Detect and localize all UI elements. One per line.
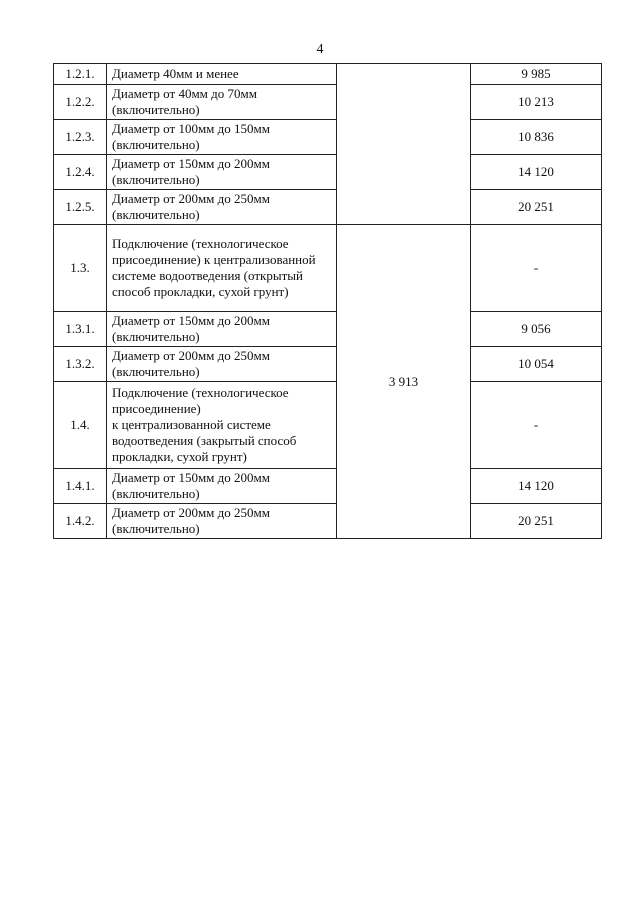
- row-value: -: [471, 225, 602, 312]
- row-number: 1.4.2.: [54, 504, 107, 539]
- table-row: [54, 347, 602, 382]
- row-description: Подключение (технологическое присоединение) к централизованной системе водоотведения (открытый способ прокладки, сухой грунт): [107, 225, 337, 312]
- row-number: 1.3.2.: [54, 347, 107, 382]
- table-row: [54, 120, 602, 155]
- merged-value-cell: 3 913: [337, 225, 471, 539]
- row-number: 1.3.1.: [54, 312, 107, 347]
- row-value: 10 836: [471, 120, 602, 155]
- tariff-table: [53, 63, 602, 539]
- row-number: 1.4.: [54, 382, 107, 469]
- row-value: 9 056: [471, 312, 602, 347]
- row-number: 1.2.2.: [54, 85, 107, 120]
- table-row: [54, 155, 602, 190]
- row-value: 14 120: [471, 469, 602, 504]
- row-value: 9 985: [471, 64, 602, 85]
- row-description: Диаметр от 200мм до 250мм (включительно): [107, 190, 337, 225]
- row-value: 20 251: [471, 504, 602, 539]
- row-description: Диаметр от 100мм до 150мм (включительно): [107, 120, 337, 155]
- row-description: Диаметр от 200мм до 250мм (включительно): [107, 504, 337, 539]
- row-number: 1.2.4.: [54, 155, 107, 190]
- row-number: 1.2.5.: [54, 190, 107, 225]
- row-value: 14 120: [471, 155, 602, 190]
- table-row: [54, 85, 602, 120]
- row-description: Диаметр от 200мм до 250мм (включительно): [107, 347, 337, 382]
- blank-merged-cell: [337, 64, 471, 225]
- row-value: 20 251: [471, 190, 602, 225]
- row-description: Подключение (технологическое присоединение) к централизованной системе водоотведения (закрытый способ прокладки, сухой грунт): [107, 382, 337, 469]
- row-description: Диаметр от 150мм до 200мм (включительно): [107, 312, 337, 347]
- row-value: 10 054: [471, 347, 602, 382]
- row-number: 1.2.3.: [54, 120, 107, 155]
- table-row: [54, 469, 602, 504]
- row-description: Диаметр от 40мм до 70мм (включительно): [107, 85, 337, 120]
- row-number: 1.2.1.: [54, 64, 107, 85]
- row-description: Диаметр от 150мм до 200мм (включительно): [107, 469, 337, 504]
- table-row: [54, 64, 602, 85]
- page-number: 4: [316, 42, 324, 57]
- table-row: [54, 382, 602, 469]
- table-row: [54, 312, 602, 347]
- row-number: 1.4.1.: [54, 469, 107, 504]
- row-number: 1.3.: [54, 225, 107, 312]
- row-value: 10 213: [471, 85, 602, 120]
- row-value: -: [471, 382, 602, 469]
- table-row: [54, 190, 602, 225]
- row-description: Диаметр 40мм и менее: [107, 64, 337, 85]
- table-row: [54, 504, 602, 539]
- table-row: [54, 225, 602, 312]
- row-description: Диаметр от 150мм до 200мм (включительно): [107, 155, 337, 190]
